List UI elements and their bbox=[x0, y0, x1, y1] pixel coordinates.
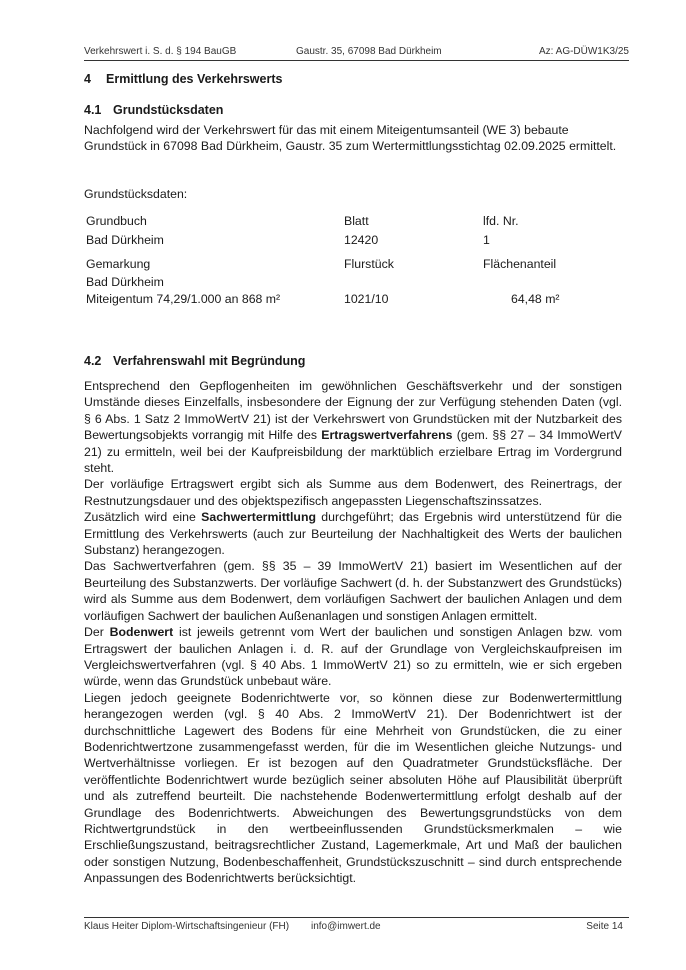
table-value-flurstueck: 1021/10 bbox=[344, 292, 389, 306]
table-header-gemarkung: Gemarkung bbox=[86, 257, 151, 271]
subsection-heading-grundstuecksdaten bbox=[84, 103, 223, 117]
subsection-heading-verfahrenswahl bbox=[84, 354, 305, 368]
footer-page-number: Seite 14 bbox=[586, 921, 623, 932]
table-header-flaechenanteil: Flächenanteil bbox=[483, 257, 557, 271]
table-header-lfd-nr: lfd. Nr. bbox=[483, 214, 519, 228]
bold-ertragswertverfahren: Ertragswertverfahrens bbox=[321, 428, 453, 443]
footer-email: info@imwert.de bbox=[311, 921, 381, 932]
table-value-miteigentum: Miteigentum 74,29/1.000 an 868 m² bbox=[86, 292, 281, 306]
intro-paragraph: Nachfolgend wird der Verkehrswert für das mit einem Miteigentumsanteil (WE 3) bebaute Grundstück in 67098 Bad Dürkheim, Gaustr. 35 zum Wertermittlungsstichtag 02.09.2025 ermittelt. bbox=[84, 123, 617, 153]
section-heading bbox=[84, 72, 282, 86]
subsection-title: Verfahrenswahl mit Begründung bbox=[113, 354, 306, 368]
page-header bbox=[84, 46, 629, 61]
paragraph-bodenrichtwert: Liegen jedoch geeignete Bodenrichtwerte vor, so können diese zur Bodenwertermittlung herangezogen werden (vgl. § 40 Abs. 2 ImmoWertV 21). Der Bodenrichtwert ist der durchschnittliche Lagewert des Bodens für eine Mehrheit von Grundstücken, die zu einer Bodenrichtwertzone zusammengefasst werden, für die im Wesentlichen gleiche Nutzungs- und Wertverhältnisse vorliegen. Er ist bezogen auf den Quadratmeter Grundstücksfläche. Der veröffentlichte Bodenrichtwert wurde bezüglich seiner absoluten Höhe auf Plausibilität überprüft und als zutreffend beurteilt. Die nachstehende Bodenwertermittlung erfolgt deshalb auf der Grundlage des Bodenrichtwerts. Abweichungen des Bewertungsgrundstücks von dem Richtwertgrundstück in den wertbeeinflussenden Grundstücksmerkmalen – wie Erschließungszustand, beitragsrechtlicher Zustand, Lagemerkmale, Art und Maß der baulichen oder sonstigen Nutzung, Bodenbeschaffenheit, Grundstückszuschnitt – sind durch entsprechende Anpassungen des Bodenrichtwerts berücksichtigt. bbox=[84, 690, 622, 886]
bold-sachwertermittlung: Sachwertermittlung bbox=[201, 510, 316, 525]
paragraph-sachwertverfahren: Das Sachwertverfahren (gem. §§ 35 – 39 ImmoWertV 21) basiert im Wesentlichen auf der Beurteilung des Substanzwerts. Der vorläufige Sachwert (d. h. der Substanzwert des Grundstücks) wird als Summe aus dem Bodenwert, dem vorläufigen Sachwert der baulichen Anlagen und dem vorläufigen Sachwert der baulichen Außenanlagen und sonstigen Anlagen ermittelt. bbox=[84, 559, 622, 623]
table-value-lfd-nr: 1 bbox=[483, 233, 490, 247]
table-value-flaechenanteil: 64,48 m² bbox=[511, 292, 560, 306]
paragraph-bodenwert: Der Bodenwert ist jeweils getrennt vom Wert der baulichen und sonstigen Anlagen bzw. vom Ertragswert der baulichen Anlagen i. d. R. auf der Grundlage von Vergleichskaufpreisen im Vergleichswertverfahren (vgl. § 40 Abs. 1 ImmoWertV 21) so zu ermitteln, wie er sich ergeben würde, wenn das Grundstück unbebaut wäre. bbox=[84, 625, 622, 689]
table-header-blatt: Blatt bbox=[344, 214, 369, 228]
paragraph-vorlaeufiger-ertragswert: Der vorläufige Ertragswert ergibt sich als Summe aus dem Bodenwert, des Reinertrags, der Restnutzungsdauer und des objektspezifisch angepassten Liegenschaftszinssatzes. bbox=[84, 477, 622, 508]
footer-author: Klaus Heiter Diplom-Wirtschaftsingenieur (FH) bbox=[84, 921, 290, 932]
paragraph-sachwertermittlung: Zusätzlich wird eine Sachwertermittlung durchgeführt; das Ergebnis wird unterstützend für die Ermittlung des Verkehrswerts (auch zur Beurteilung der Nachhaltigkeit des Werts der baulichen Substanz) herangezogen. bbox=[84, 510, 622, 558]
table-value-grundbuch: Bad Dürkheim bbox=[86, 233, 164, 247]
section-title: Ermittlung des Verkehrswerts bbox=[106, 72, 283, 86]
header-reference: Az: AG-DÜW1K3/25 bbox=[538, 46, 629, 57]
table-header-flurstueck: Flurstück bbox=[344, 257, 394, 271]
subsection-number: 4.2 bbox=[84, 354, 102, 368]
header-address: Gaustr. 35, 67098 Bad Dürkheim bbox=[296, 46, 442, 57]
table-header-grundbuch: Grundbuch bbox=[86, 214, 147, 228]
bold-bodenwert: Bodenwert bbox=[109, 625, 174, 640]
subsection-number: 4.1 bbox=[84, 103, 102, 117]
page-footer bbox=[84, 917, 629, 934]
section-number: 4 bbox=[84, 72, 91, 86]
subsection-title: Grundstücksdaten bbox=[113, 103, 224, 117]
table-value-blatt: 12420 bbox=[344, 233, 379, 247]
body-text bbox=[84, 378, 622, 887]
paragraph-ertragswert: Entsprechend den Gepflogenheiten im gewöhnlichen Geschäftsverkehr und der sonstigen Umstände dieses Einzelfalls, insbesondere der Eignung der zur Verfügung stehenden Daten (vgl. § 6 Abs. 1 Satz 2 ImmoWertV 21) ist der Verkehrswert von Grundstücken mit der Nutzbarkeit des Bewertungsobjekts vorrangig mit Hilfe des Ertragswertverfahrens (gem. §§ 27 – 34 ImmoWertV 21) zu ermitteln, weil bei der Kaufpreisbildung der marktüblich erzielbare Ertrag im Vordergrund steht. bbox=[84, 379, 622, 476]
table-value-gemarkung: Bad Dürkheim bbox=[86, 275, 164, 289]
data-heading: Grundstücksdaten: bbox=[84, 187, 188, 201]
header-left: Verkehrswert i. S. d. § 194 BauGB bbox=[84, 46, 237, 57]
